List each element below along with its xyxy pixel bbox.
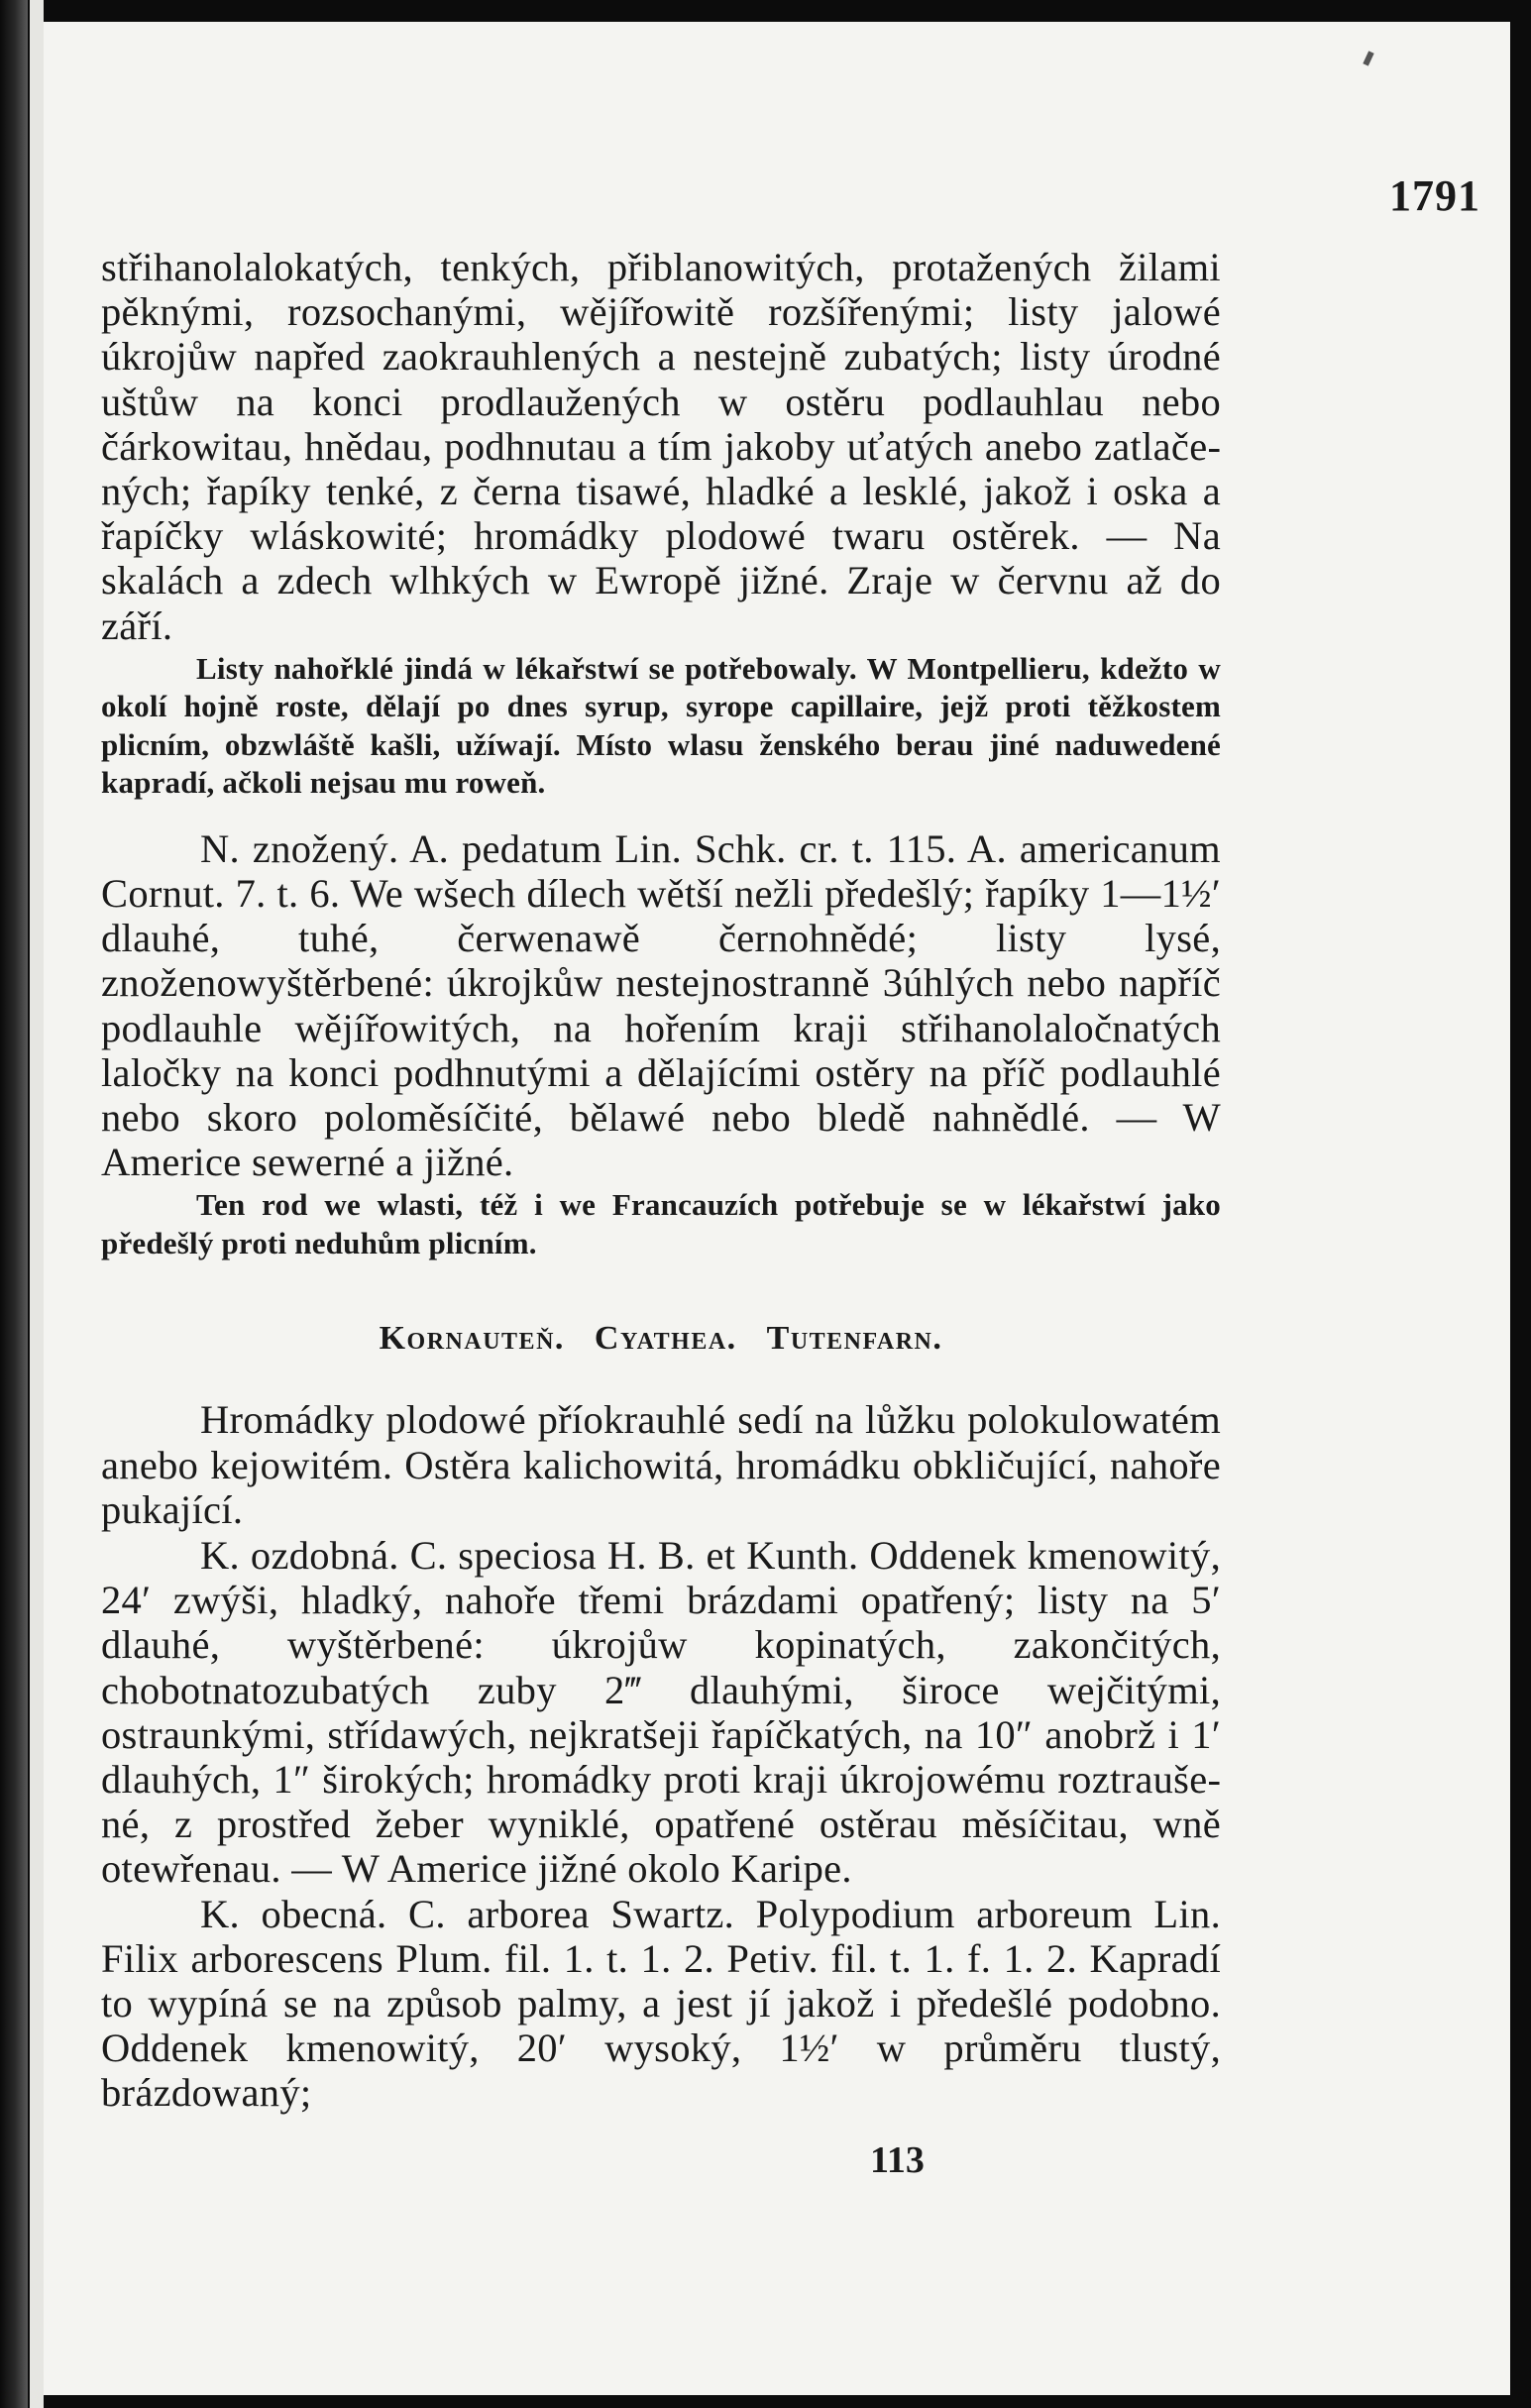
genus-name-czech: Kornauteň. bbox=[379, 1320, 565, 1358]
scan-edge bbox=[0, 0, 28, 2408]
paragraph-genus-description: Hromádky plodowé příokrauhlé sedí na lůžku polokulowatém anebo kejowitém. Ostěra kalichowitá, hromádku obkličující, nahoře pukající. bbox=[101, 1397, 1221, 1533]
page-body bbox=[101, 245, 1221, 2116]
genus-name-latin: Cyathea. bbox=[594, 1320, 737, 1358]
paragraph-fern-description-end: střihanolalokatých, tenkých, přiblanowitých, protažených žilami pěknými, rozsochanými, wějířowitě rozšířenými; listy jalowé úkrojůw napřed zaokrauhlených a nestejně zubatých; listy úrodné uštůw na konci prodlaužených w ostěru podlauhlau nebo čárkowitau, hnědau, podhnutau a tím jakoby uťatých anebo zatlačených; řapíky tenké, z černa tisawé, hladké a lesklé, jakož i oska a řapíčky wláskowité; hromádky plodowé twaru ostěrek. — Na skalách a zdech wlhkých w Ewropě jižné. Zraje w červnu až do září. bbox=[101, 245, 1221, 648]
paragraph-cyathea-speciosa: K. ozdobná. C. speciosa H. B. et Kunth. Oddenek kmenowitý, 24′ zwýši, hladký, nahoře třemi brázdami opatřený; listy na 5′ dlauhé, wyštěrbené: úkrojůw kopinatých, zakončitých, chobotnatozubatých zuby 2‴ dlauhými, široce wejčitými, ostraunkými, střídawých, nejkratšeji řapíčkatých, na 10″ anobrž i 1′ dlauhých, 1″ širokých; hromádky proti kraji úkrojowému roztraušené, z prostřed žeber wyniklé, opatřené ostěrau měsíčitau, wně otewřenau. — W Americe jižné okolo Karipe. bbox=[101, 1532, 1221, 1892]
scan-edge-inner bbox=[30, 0, 44, 2408]
book-page bbox=[44, 22, 1510, 2395]
genus-name-german: Tutenfarn. bbox=[766, 1320, 943, 1358]
signature-mark: 113 bbox=[870, 2139, 925, 2181]
page-number: 1791 bbox=[1389, 171, 1480, 220]
note-medicinal-use-2: Ten rod we wlasti, též i we Francauzích potřebuje se w lékařstwí jako předešlý proti neduhům plicním. bbox=[101, 1187, 1221, 1260]
genus-heading bbox=[101, 1320, 1221, 1358]
stray-mark bbox=[1363, 51, 1373, 65]
note-medicinal-use: Listy nahořklé jindá w lékařstwí se potřebowaly. W Montpellieru, kdežto w okolí hojně roste, dělají po dnes syrup, syrope capillaire, jejž proti těžkostem plicním, obzwláště kašli, užíwají. Místo wlasu ženského berau jiné naduwedené kapradí, ačkoli nejsau mu roweň. bbox=[101, 650, 1221, 801]
paragraph-cyathea-arborea: K. obecná. C. arborea Swartz. Polypodium arboreum Lin. Filix arborescens Plum. fil. 1. t. 1. 2. Petiv. fil. t. 1. f. 1. 2. Kapradí to wypíná se na způsob palmy, a jest jí jakož i předešlé podobno. Oddenek kmenowitý, 20′ wysoký, 1½′ w průměru tlustý, brázdowaný; bbox=[101, 1891, 1221, 2116]
paragraph-adiantum-pedatum: N. znožený. A. pedatum Lin. Schk. cr. t. 115. A. americanum Cornut. 7. t. 6. We wšech dílech wětší nežli předešlý; řapíky 1—1½′ dlauhé, tuhé, čerwenawě černohnědé; listy lysé, znoženowyštěrbené: úkrojkůw nestejnostranně 3úhlých nebo napříč podlauhle wějířowitých, na hořením kraji střihanolaločnatých laločky na konci podhnutými a dělajícími ostěry na příč podlauhlé nebo skoro poloměsíčité, bělawé nebo bledě nahnědlé. — W Americe sewerné a jižné. bbox=[101, 825, 1221, 1185]
